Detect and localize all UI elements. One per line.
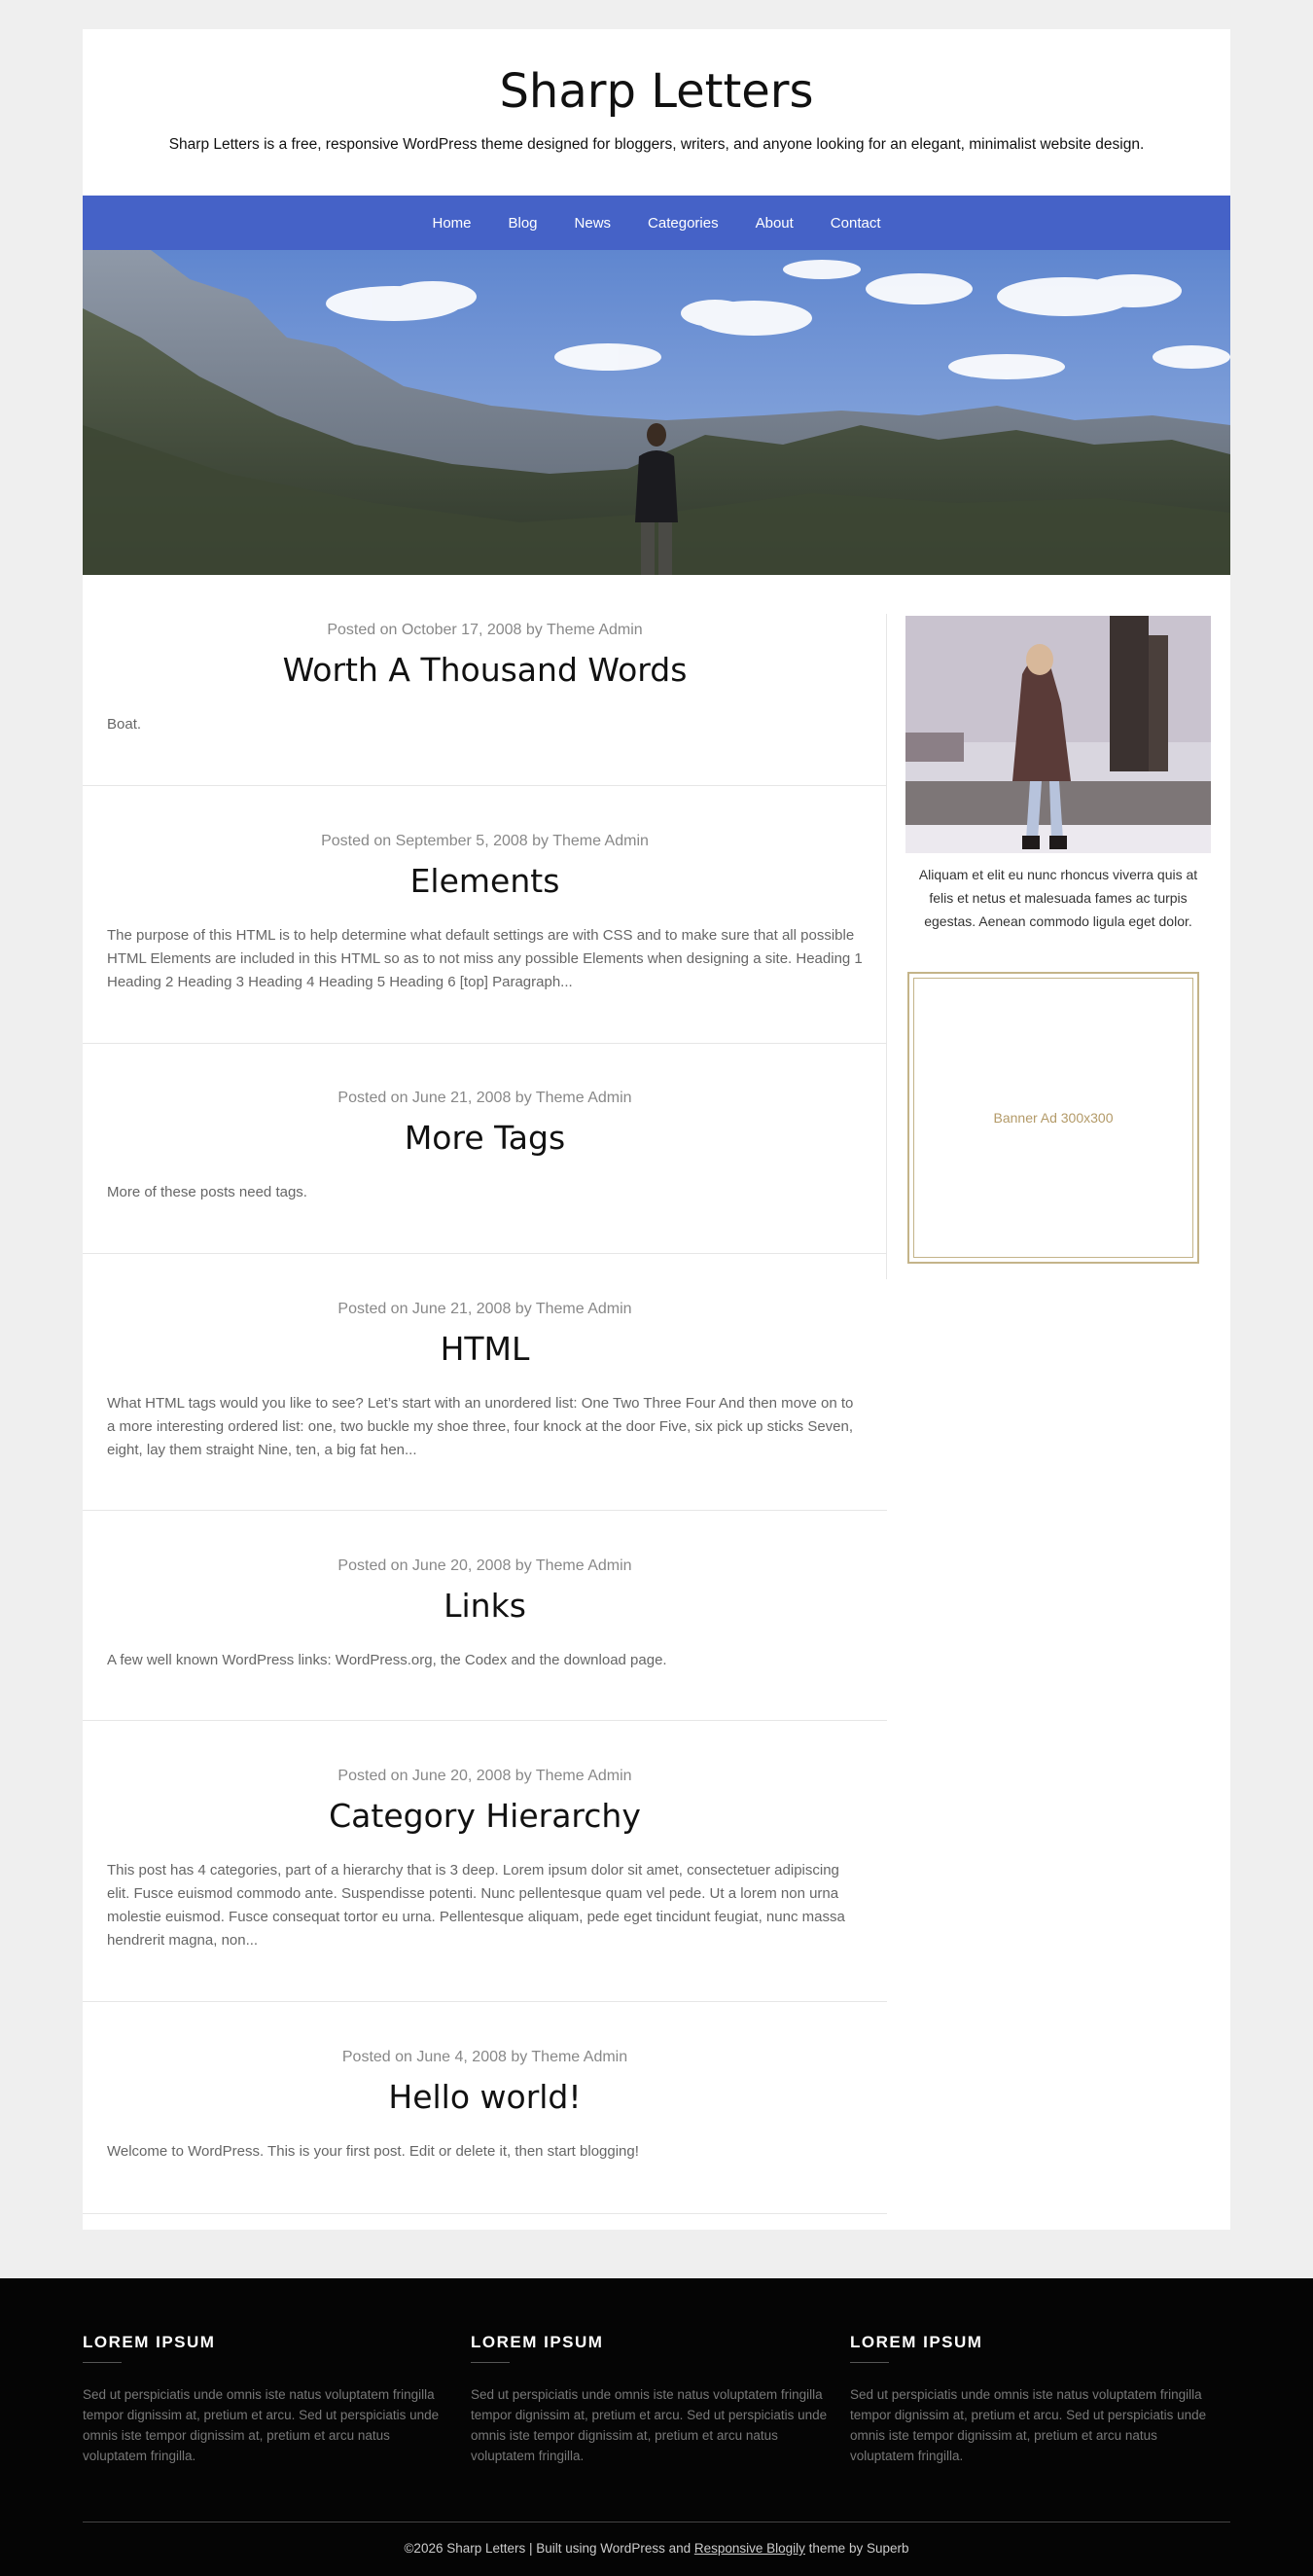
footer-text: Sed ut perspiciatis unde omnis iste natus voluptatem fringilla tempor dignissim at, pretium et arcu. Sed ut perspiciatis unde omnis iste tempor dignissim at, pretium et arcu natus voluptatem fringilla.: [850, 2387, 1207, 2463]
copyright-suffix: theme by Superb: [804, 2541, 909, 2556]
site-header: [83, 29, 1230, 196]
content-area: [83, 575, 1230, 2230]
post: [83, 1511, 887, 1721]
post-excerpt: What HTML tags would you like to see? Let’s start with an unordered list: One Two Three Four And then move on to a more interesting ordered list: one, two buckle my shoe three, four knock at the door Five, six pick up sticks Seven, eight, lay them straight Nine, ten, a big fat hen...: [107, 1395, 854, 1459]
footer-column: [83, 2333, 452, 2466]
post-author[interactable]: Theme Admin: [546, 622, 643, 638]
footer-heading-rule: [471, 2362, 510, 2363]
post-list: [83, 575, 887, 2214]
hero-image: [83, 250, 1230, 575]
nav-item-about[interactable]: About: [755, 214, 794, 232]
site-description: Sharp Letters is a free, responsive WordPress theme designed for bloggers, writers, and anyone looking for an elegant, minimalist website design.: [168, 136, 1145, 153]
post-meta-prefix: Posted on: [341, 2049, 417, 2065]
post-meta: [107, 1301, 863, 1318]
post: [83, 1044, 887, 1254]
post-title[interactable]: Worth A Thousand Words: [282, 651, 688, 689]
nav-item-home[interactable]: Home: [432, 214, 472, 232]
post-title[interactable]: HTML: [440, 1330, 530, 1368]
footer-heading: LOREM IPSUM: [471, 2333, 604, 2351]
nav-item-categories[interactable]: Categories: [648, 214, 719, 232]
post-excerpt: Welcome to WordPress. This is your first post. Edit or delete it, then start blogging!: [107, 2143, 639, 2161]
post-date[interactable]: June 20, 2008: [411, 1557, 512, 1574]
copyright-prefix: ©2026 Sharp Letters | Built using WordPress and: [404, 2541, 694, 2556]
post-meta-prefix: Posted on: [337, 1301, 412, 1317]
sidebar: [905, 616, 1211, 1264]
post-title[interactable]: Category Hierarchy: [329, 1797, 641, 1835]
post-meta-by: by: [511, 1768, 536, 1784]
nav-item-blog[interactable]: Blog: [508, 214, 538, 232]
post-date[interactable]: June 4, 2008: [416, 2049, 507, 2065]
post-meta-by: by: [511, 1557, 536, 1574]
post-date[interactable]: October 17, 2008: [401, 622, 522, 638]
woman-in-snow-image: [905, 616, 1211, 853]
footer-heading-rule: [83, 2362, 122, 2363]
footer-heading: LOREM IPSUM: [850, 2333, 983, 2351]
footer-heading: LOREM IPSUM: [83, 2333, 216, 2351]
post-meta-prefix: Posted on: [337, 1557, 412, 1574]
post-meta-prefix: Posted on: [321, 833, 396, 849]
post: [83, 786, 887, 1044]
sidebar-photo: [905, 616, 1211, 853]
post-date[interactable]: June 21, 2008: [411, 1301, 512, 1317]
post-author[interactable]: Theme Admin: [531, 2049, 628, 2065]
banner-ad-label: Banner Ad 300x300: [993, 1110, 1114, 1126]
post-date[interactable]: September 5, 2008: [395, 833, 528, 849]
post-excerpt: More of these posts need tags.: [107, 1184, 307, 1201]
post-meta-by: by: [511, 1090, 536, 1106]
post-title[interactable]: Hello world!: [388, 2078, 582, 2116]
mountain-landscape-image: [83, 250, 1230, 575]
post-meta: [107, 1768, 863, 1785]
post-date[interactable]: June 21, 2008: [411, 1090, 512, 1106]
post-author[interactable]: Theme Admin: [552, 833, 649, 849]
site-footer: [0, 2278, 1313, 2576]
footer-column: [471, 2333, 840, 2466]
banner-ad[interactable]: [907, 972, 1199, 1264]
post-meta-by: by: [521, 622, 547, 638]
post-excerpt: A few well known WordPress links: WordPress.org, the Codex and the download page.: [107, 1652, 667, 1669]
footer-heading-rule: [850, 2362, 889, 2363]
post-meta-prefix: Posted on: [337, 1090, 412, 1106]
post: [83, 575, 887, 786]
sidebar-divider: [886, 614, 887, 1279]
main-container: [83, 29, 1230, 2230]
nav-item-contact[interactable]: Contact: [830, 214, 881, 232]
post-author[interactable]: Theme Admin: [535, 1090, 632, 1106]
post-meta-by: by: [506, 2049, 532, 2065]
post-title[interactable]: Elements: [409, 862, 560, 900]
post: [83, 2002, 887, 2214]
post-author[interactable]: Theme Admin: [535, 1557, 632, 1574]
post-date[interactable]: June 20, 2008: [411, 1768, 512, 1784]
post-meta: [107, 1090, 863, 1107]
footer-text: Sed ut perspiciatis unde omnis iste natus voluptatem fringilla tempor dignissim at, pretium et arcu. Sed ut perspiciatis unde omnis iste tempor dignissim at, pretium et arcu natus voluptatem fringilla.: [83, 2387, 440, 2463]
post: [83, 1254, 887, 1511]
post-excerpt: Boat.: [107, 716, 142, 733]
post-meta: [107, 2049, 863, 2066]
post-meta-prefix: Posted on: [327, 622, 402, 638]
post-meta: [107, 1557, 863, 1575]
post-meta-prefix: Posted on: [337, 1768, 412, 1784]
post-title[interactable]: More Tags: [404, 1119, 566, 1157]
banner-ad-inner: [913, 978, 1193, 1258]
main-nav: [83, 196, 1230, 250]
post-meta: [107, 833, 863, 850]
post-meta-by: by: [511, 1301, 536, 1317]
site-title[interactable]: Sharp Letters: [499, 64, 814, 119]
nav-item-news[interactable]: News: [574, 214, 612, 232]
footer-column: [850, 2333, 1220, 2466]
post: [83, 1721, 887, 2002]
post-meta-by: by: [527, 833, 553, 849]
post-excerpt: This post has 4 categories, part of a hierarchy that is 3 deep. Lorem ipsum dolor sit amet, consectetuer adipiscing elit. Fusce euismod commodo ante. Suspendisse potenti. Nunc pellentesque quam vel pede. Ut a lorem non urna molestie euismod. Fusce consequat tortor eu urna. Pellentesque aliquam, pede eget tincidunt feugiat, nunc massa hendrerit magna, non...: [107, 1862, 845, 1950]
post-excerpt: The purpose of this HTML is to help determine what default settings are with CSS and to make sure that all possible HTML Elements are included in this HTML so as to not miss any possible Elements when designing a site. Heading 1 Heading 2 Heading 3 Heading 4 Heading 5 Heading 6 [top] Paragraph...: [107, 927, 863, 991]
theme-link[interactable]: Responsive Blogily: [693, 2541, 805, 2556]
post-author[interactable]: Theme Admin: [535, 1301, 632, 1317]
footer-text: Sed ut perspiciatis unde omnis iste natus voluptatem fringilla tempor dignissim at, pretium et arcu. Sed ut perspiciatis unde omnis iste tempor dignissim at, pretium et arcu natus voluptatem fringilla.: [471, 2387, 828, 2463]
sidebar-caption: Aliquam et elit eu nunc rhoncus viverra quis at felis et netus et malesuada fames ac turpis egestas. Aenean commodo ligula eget dolor.: [918, 867, 1198, 929]
post-meta: [107, 622, 863, 639]
post-title[interactable]: Links: [444, 1587, 526, 1625]
copyright: [0, 2541, 1313, 2556]
post-author[interactable]: Theme Admin: [535, 1768, 632, 1784]
